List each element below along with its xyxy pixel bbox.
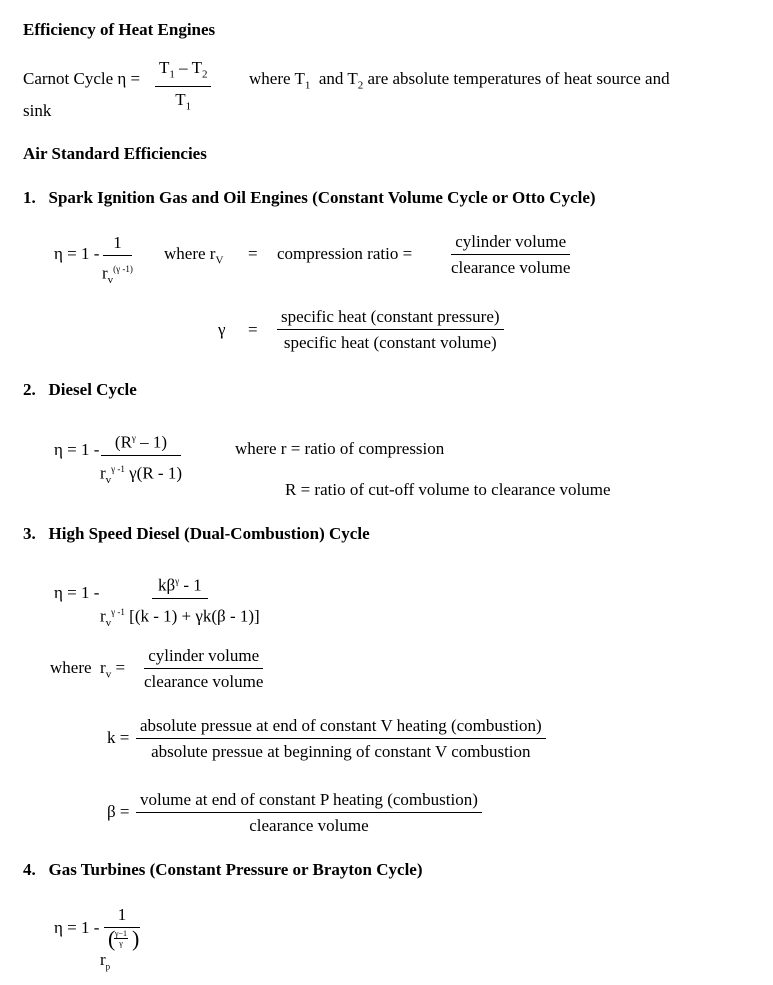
section-3-heading: 3. High Speed Diesel (Dual-Combustion) Cycle	[23, 524, 370, 543]
beta-label: β =	[107, 802, 130, 821]
carnot-fraction: $\frac{T_1 - T_2}{T_1}$	[155, 58, 211, 117]
brayton-eta: η = 1 -	[54, 918, 100, 937]
page-title: Efficiency of Heat Engines	[23, 20, 216, 39]
otto-volume-fraction: cylinder volume clearance volume	[451, 232, 571, 277]
dual-rv-fraction: cylinder volume clearance volume	[144, 646, 264, 691]
dual-fraction: $k\beta^\gamma - 1$ $r_v^{\gamma -1}$ [(k - 1) + γk(β - 1)]	[96, 571, 264, 633]
k-label: k =	[107, 728, 130, 747]
diesel-fraction: $(R^\gamma - 1)$ $r_v^{\gamma -1}$ γ(R - 1)	[96, 428, 186, 490]
otto-where-rv: where $r_V$	[164, 244, 224, 267]
gamma-eq: =	[248, 320, 258, 339]
k-fraction: absolute pressue at end of constant V heating (combustion) absolute pressue at beginning of constant V combustion	[136, 716, 546, 762]
otto-fraction: $\frac{1}{r_v^{(\gamma -1)}}$	[102, 233, 133, 287]
beta-fraction: volume at end of constant P heating (combustion) clearance volume	[136, 790, 482, 836]
section-1-heading: 1. Spark Ignition Gas and Oil Engines (Constant Volume Cycle or Otto Cycle)	[23, 188, 596, 207]
carnot-where-text: where $T_1$ and $T_2$ are absolute temperatures of heat source and	[249, 69, 670, 92]
brayton-fraction: 1 $r_p$ ( γ−1 γ )	[100, 905, 140, 972]
section-4-heading: 4. Gas Turbines (Constant Pressure or Brayton Cycle)	[23, 860, 423, 879]
section-2-heading: 2. Diesel Cycle	[23, 380, 137, 399]
carnot-label: Carnot Cycle η =	[23, 69, 141, 88]
air-standard-heading: Air Standard Efficiencies	[23, 144, 207, 163]
otto-eta: η = 1 -	[54, 244, 100, 263]
dual-eta: η = 1 -	[54, 583, 100, 602]
carnot-where-cont: sink	[23, 101, 52, 120]
otto-eq: =	[248, 244, 258, 263]
dual-where-rv: where $r_v$ =	[50, 658, 126, 681]
gamma-symbol: γ	[218, 320, 226, 339]
gamma-fraction: specific heat (constant pressure) specific heat (constant volume)	[277, 307, 504, 353]
otto-compression-ratio: compression ratio =	[277, 244, 413, 263]
diesel-eta: η = 1 -	[54, 440, 100, 459]
diesel-def-r: where r = ratio of compression	[235, 439, 445, 458]
diesel-def-R: R = ratio of cut-off volume to clearance volume	[285, 480, 611, 499]
